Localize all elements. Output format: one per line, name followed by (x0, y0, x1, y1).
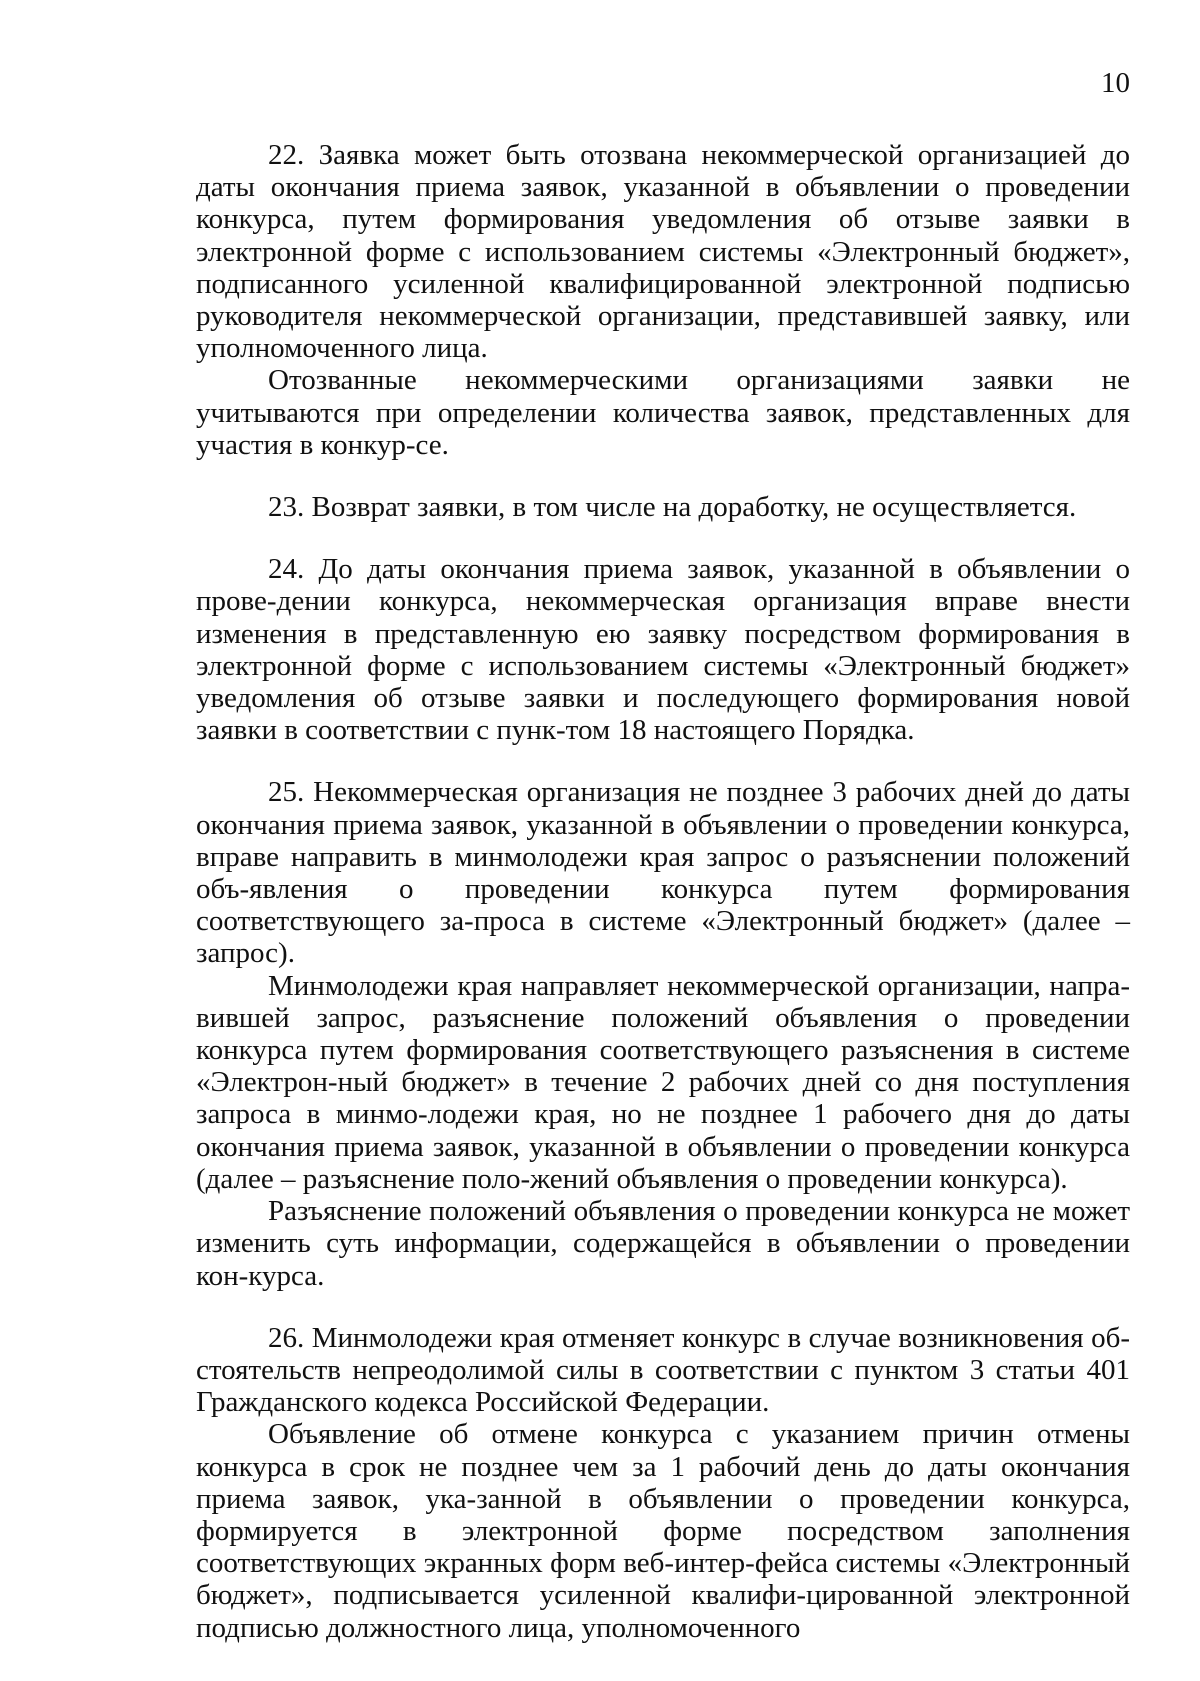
paragraph-24: 24. До даты окончания приема заявок, указанной в объявлении о прове-дении конкурса, некоммерческая организация вправе внести изменения в представленную ею заявку посредством формирования в электронной форме с использованием системы «Электронный бюджет» уведомления об отзыве заявки и последующего формирования новой заявки в соответствии с пунк-том 18 настоящего Порядка. (196, 553, 1130, 747)
paragraph-25: 25. Некоммерческая организация не позднее 3 рабочих дней до даты окончания приема заявок, указанной в объявлении о проведении конкурса, вправе направить в минмолодежи края запрос о разъяснении положений объ-явления о проведении конкурса путем формирования соответствующего за-проса в системе «Электронный бюджет» (далее – запрос). (196, 776, 1130, 970)
paragraph-23: 23. Возврат заявки, в том числе на доработку, не осуществляется. (268, 491, 1077, 524)
paragraph-25-note: Разъяснение положений объявления о проведении конкурса не может изменить суть информации, содержащейся в объявлении о проведении кон-курса. (196, 1195, 1130, 1292)
paragraph-22-note: Отозванные некоммерческими организациями заявки не учитываются при определении количества заявок, представленных для участия в конкур-се. (196, 364, 1130, 461)
paragraph-26-cancellation: Объявление об отмене конкурса с указанием причин отмены конкурса в срок не позднее чем за 1 рабочий день до даты окончания приема заявок, ука-занной в объявлении о проведении конкурса, формируется в электронной форме посредством заполнения соответствующих экранных форм веб-интер-фейса системы «Электронный бюджет», подписывается усиленной квалифи-цированной электронной подписью должностного лица, уполномоченного (196, 1418, 1130, 1644)
page-number: 10 (1101, 67, 1130, 99)
paragraph-25-response: Минмолодежи края направляет некоммерческой организации, напра-вившей запрос, разъяснение положений объявления о проведении конкурса путем формирования соответствующего разъяснения в системе «Электрон-ный бюджет» в течение 2 рабочих дней со дня поступления запроса в минмо-лодежи края, но не позднее 1 рабочего дня до даты окончания приема заявок, указанной в объявлении о проведении конкурса (далее – разъяснение поло-жений объявления о проведении конкурса). (196, 969, 1130, 1195)
paragraph-26: 26. Минмолодежи края отменяет конкурс в случае возникновения об-стоятельств непреодолимой силы в соответствии с пунктом 3 статьи 401 Гражданского кодекса Российской Федерации. (196, 1321, 1130, 1419)
document-body (196, 139, 1130, 1644)
paragraph-22: 22. Заявка может быть отозвана некоммерческой организацией до даты окончания приема заявок, указанной в объявлении о проведении конкурса, путем формирования уведомления об отзыве заявки в электронной форме с использованием системы «Электронный бюджет», подписанного усиленной квалифицированной электронной подписью руководителя некоммерческой организации, представившей заявку, или уполномоченного лица. (196, 139, 1130, 365)
